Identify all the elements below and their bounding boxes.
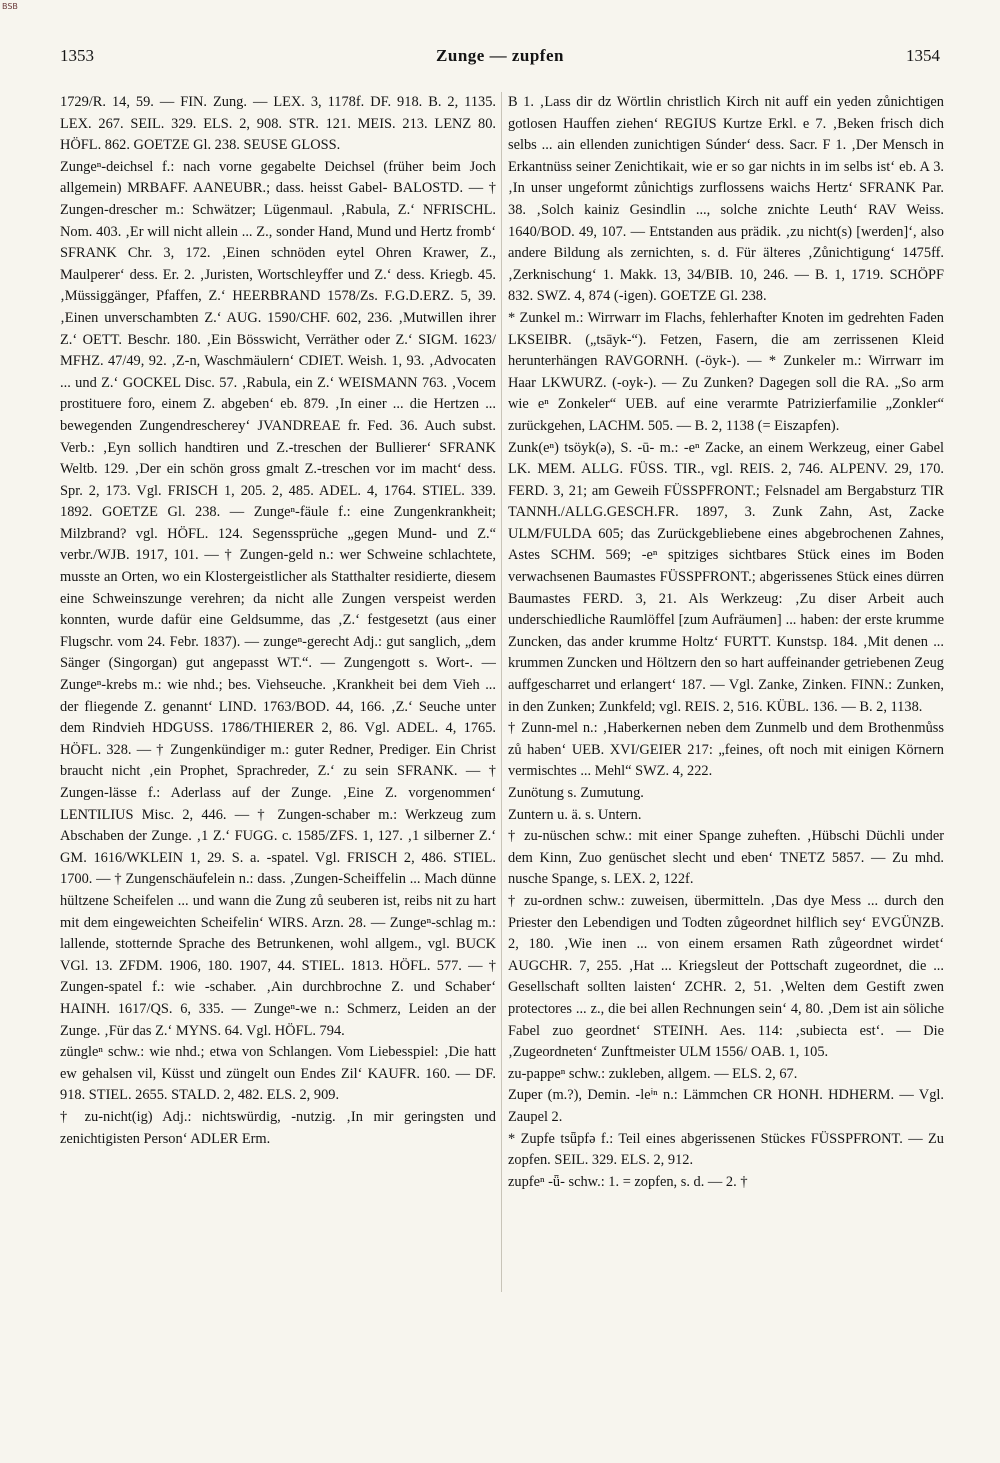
left-column xyxy=(60,92,496,1382)
entry-paragraph: B 1. ‚Lass dir dz Wörtlin christlich Kirch nit auff ein yeden zůnichtigen gotlosen Hauffen ziehen‘ REGIUS Kurtze Erkl. e 7. ‚Beken frisch dich selbs ... ain ellenden zunichtigen Súnder‘ dess. Sacr. F 1. ‚Der Mensch in Erkantnüss seiner Zenichtikait, wie er so gar nichts in im selbs ist‘ eb. A 3. ‚In unser ungeformt zůnichtigs zurflossens waichs Hertz‘ SFRANK Par. 38. ‚Solch kainiz Gesindlin ..., solche znichte Leuth‘ RAV Weiss. 1640/BOD. 49, 107. — Entstanden aus prädik. ‚zu nicht(s) [werden]‘, also andere Bildung als zernichten, s. d. Für älteres ‚Zůnichtigung‘ 1475ff. ‚Zerknischung‘ 1. Makk. 13, 34/BIB. 10, 246. — B. 1, 1719. SCHÖPF 832. SWZ. 4, 874 (-igen). GOETZE Gl. 238. xyxy=(508,94,944,305)
entry-paragraph: 1729/R. 14, 59. — FIN. Zung. — LEX. 3, 1178f. DF. 918. B. 2, 1135. LEX. 267. SEIL. 329. ELS. 2, 908. STR. 121. MEIS. 213. LENZ 80. HÖFL. 862. GOETZE Gl. 238. SEUSE GLOSS. xyxy=(60,94,496,154)
library-stamp: BSB xyxy=(2,2,18,11)
page-number-right: 1354 xyxy=(906,46,940,65)
right-column xyxy=(508,92,944,1382)
entry-paragraph: züngleⁿ schw.: wie nhd.; etwa von Schlangen. Vom Liebesspiel: ‚Die hatt ew gehalsen vil, Küsst und züngelt oun Endes Zil‘ KAUFR. 160. — DF. 918. STIEL. 2655. STALD. 2, 482. ELS. 2, 909. xyxy=(60,1044,496,1104)
entry-paragraph: * Zunkel m.: Wirrwarr im Flachs, fehlerhafter Knoten im gedrehten Faden LKSEIBR. („tsāyk-“). Fetzen, Fasern, die am zerrissenen Kleid herunterhängen RAVGORNH. (-öyk-). — * Zunkeler m.: Wirrwarr im Haar LKWURZ. (-oyk-). — Zu Zunken? Dagegen soll die RA. „So arm wie eⁿ Zonkeler“ UEB. auf eine verarmte Patrizierfamilie „Zonkler“ zurückgehen, LACHM. 505. — B. 2, 1138 (= Eiszapfen). xyxy=(508,309,944,434)
entry-paragraph: † zu-nüschen schw.: mit einer Spange zuheften. ‚Hübschi Düchli under dem Kinn, Zuo genüschet slecht und eben‘ TNETZ 5857. — Zu mhd. nusche Spange, s. LEX. 2, 122f. xyxy=(508,828,944,888)
page-header xyxy=(60,46,940,72)
entry-paragraph: zupfeⁿ -ǖ- schw.: 1. = zopfen, s. d. — 2. † xyxy=(508,1173,748,1190)
entry-paragraph: † Zunn-mel n.: ‚Haberkernen neben dem Zunmelb und dem Brothenmůss zů haben‘ UEB. XVI/GEIER 217: „feines, oft noch mit einigen Körnern vermischtes ... Mehl“ SWZ. 4, 222. xyxy=(508,720,944,780)
entry-paragraph: * Zupfe tsǖpfə f.: Teil eines abgerissenen Stückes FÜSSPFRONT. — Zu zopfen. SEIL. 329. ELS. 2, 912. xyxy=(508,1130,944,1169)
entry-paragraph: Zunk(eⁿ) tsöyk(ə), S. -ū- m.: -eⁿ Zacke, an einem Werkzeug, einer Gabel LK. MEM. ALLG. FÜSS. TIR., vgl. REIS. 2, 746. ALPENV. 29, 170. FERD. 3, 21; am Geweih FÜSSPFRONT.; Felsnadel am Bergabsturz TIR TANNH./ALLG.GESCH.FR. 1897, 3. Zunk Zahn, Ast, Zacke ULM/FULDA 605; das Zurückgebliebene eines abgebrochenen Zahnes, Astes SCHM. 569; -eⁿ spitziges sichtbares Stück eines im Boden verwachsenen Baumastes FÜSSPFRONT.; abgerissenes Stück eines dürren Baumastes FERD. 3, 21. Als Werkzeug: ‚Zu diser Arbeit auch underschiedliche Raumlöffel [zum Aufräumen] ... haben: der erste krumme Zuncken, das ander krumme Holtz‘ FURTT. Kunstsp. 184. ‚Mit denen ... krummen Zuncken und Höltzern den so hart auffeinander getriebenen Zeug auffgescharret und erlangert‘ 187. — Vgl. Zanke, Zinken. FINN.: Zunken, in den Zunken; Zunkfeld; vgl. REIS. 2, 516. KÜBL. 136. — B. 2, 1138. xyxy=(508,439,944,715)
column-divider xyxy=(501,92,502,1292)
page-number-left: 1353 xyxy=(60,46,94,65)
entry-paragraph: Zuper (m.?), Demin. -leⁱⁿ n.: Lämmchen CR HONH. HDHERM. — Vgl. Zaupel 2. xyxy=(508,1087,944,1125)
entry-paragraph: Zunötung s. Zumutung. xyxy=(508,785,644,801)
entry-paragraph: † zu-nicht(ig) Adj.: nichtswürdig, -nutzig. ‚In mir geringsten und zenichtigisten Person‘ ADLER Erm. xyxy=(60,1108,496,1147)
running-title: Zunge — zupfen xyxy=(436,46,564,65)
entry-paragraph: Zungeⁿ-deichsel f.: nach vorne gegabelte Deichsel (früher beim Joch allgemein) MRBAFF. AANEUBR.; dass. heisst Gabel- BALOSTD. — † Zungen-drescher m.: Schwätzer; Lügenmaul. ‚Rabula, Z.‘ NFRISCHL. Nom. 403. ‚Er will nicht allein ... Z., sonder Hand, Mund und Hertz fromb‘ SFRANK Chr. 3, 172. ‚Einen schnöden eytel Ohren Krawer, Z., Maulperer‘ dess. Er. 2. ‚Juristen, Wortschleyffer und Z.‘ dess. Kriegb. 45. ‚Müssiggänger, Pfaffen, Z.‘ HEERBRAND 1578/Zs. F.G.D.ERZ. 5, 39. ‚Einen unverschambten Z.‘ AUG. 1590/CHF. 602, 236. ‚Mutwillen ihrer Z.‘ OETT. Beschr. 180. ‚Ein Bösswicht, Verräther oder Z.‘ SIGM. 1623/ MFHZ. 47/49, 92. ‚Z-n, Waschmäulern‘ CDIET. Weish. 1, 93. ‚Advocaten ... und Z.‘ GOCKEL Disc. 57. ‚Rabula, ein Z.‘ WEISMANN 763. ‚Vocem prostituere foro, einem Z. abgeben‘ eb. 879. ‚In einer ... die Hertzen ... bewegenden Zungendrescherey‘ JVANDREAE fr. Fed. 36. Auch subst. Verb.: ‚Eyn sollich handtiren und Z.-treschen der Bullierer‘ SFRANK Weltb. 129. ‚Der ein schön gross gmalt Z.-treschen vor im macht‘ dess. Spr. 2, 173. Vgl. FRISCH 1, 205. 2, 485. ADEL. 4, 1764. STIEL. 339. 1892. GOETZE Gl. 238. — Zungeⁿ-fäule f.: eine Zungenkrankheit; Milzbrand? vgl. HÖFL. 124. Segenssprüche „gegen Mund- und Z.“ verbr./WJB. 1917, 101. — † Zungen-geld n.: wer Schweine schlachtete, musste an Orten, wo ein Klostergeistlicher als Statthalter residierte, diesem eine Schweinszunge verehren; da nicht alle Zungen verspeist werden konnten, wurde dafür eine Geldsumme, das ‚Z.‘ festgesetzt (aus einer Flugschr. vom 24. Febr. 1837). — zungeⁿ-gerecht Adj.: gut sanglich, „dem Sänger (Singorgan) gut angepasst WT.“. — Zungengott s. Wort-. — Zungeⁿ-krebs m.: wie nhd.; bes. Viehseuche. ‚Krankheit bei dem Vieh ... der fliegende Z. genannt‘ LIND. 1763/BOD. 44, 166. ‚Z.‘ Seuche unter dem Rindvieh HDGUSS. 1786/THIERER 2, 86. Vgl. ADEL. 4, 1765. HÖFL. 328. — † Zungenkündiger m.: guter Redner, Prediger. Ein Christ braucht nicht ‚ein Prophet, Sprachreder, Z.‘ zu sein SFRANK. — † Zungen-lässe f.: Aderlass auf der Zunge. ‚Eine Z. vorgenommen‘ LENTILIUS Misc. 2, 446. — † Zungen-schaber m.: Werkzeug zum Abschaben der Zunge. ‚1 Z.‘ FUGG. c. 1585/ZFS. 1, 127. ‚1 silberner Z.‘ GM. 1616/WKLEIN 1, 29. S. a. -spatel. Vgl. FRISCH 2, 486. STIEL. 1700. — † Zungenschäufelein n.: dass. ‚Zungen-Scheiffelin ... Mach dünne hültzene Scheifelen ... und wann die Zung zů seuberen ist, reibs nit zu hart mit dem eingeweichten Scheifelin‘ WIRS. Arzn. 28. — Zungeⁿ-schlag m.: lallende, stotternde Sprache des Betrunkenen, wohl allgem., vgl. BUCK VGl. 13. ZFDM. 1906, 180. 1907, 44. STIEL. 1813. HÖFL. 577. — † Zungen-spatel f.: wie -schaber. ‚Ain durchbrochne Z. und Schaber‘ HAINH. 1617/QS. 6, 335. — Zungeⁿ-we n.: Schmerz, Leiden an der Zunge. ‚Für das Z.‘ MYNS. 64. Vgl. HÖFL. 794. xyxy=(60,158,496,1039)
entry-paragraph: † zu-ordnen schw.: zuweisen, übermitteln. ‚Das dye Mess ... durch den Priester den Lebendigen und Todten zůgeordnet hilflich sey‘ EVGÜNZB. 2, 180. ‚Wie inen ... von einem ersamen Rath zůgeordnet wirdet‘ AUGCHR. 7, 255. ‚Hat ... Kriegsleut der Pottschaft zugeordnet, die ... Gesellschaft sollten laisten‘ ZCHR. 2, 51. ‚Welten dem Gestift zwen protectores ... z., die bei allen Rechnungen sein‘ 4, 80. ‚Dem ist ain söliche Fabel zuo geordnet‘ STEINH. Aes. 114: ‚subiecta est‘. — Die ‚Zugeordneten‘ Zunftmeister ULM 1556/ OAB. 1, 105. xyxy=(508,892,944,1061)
entry-paragraph: Zuntern u. ä. s. Untern. xyxy=(508,806,642,823)
entry-paragraph: zu-pappeⁿ schw.: zukleben, allgem. — ELS. 2, 67. xyxy=(508,1065,798,1082)
